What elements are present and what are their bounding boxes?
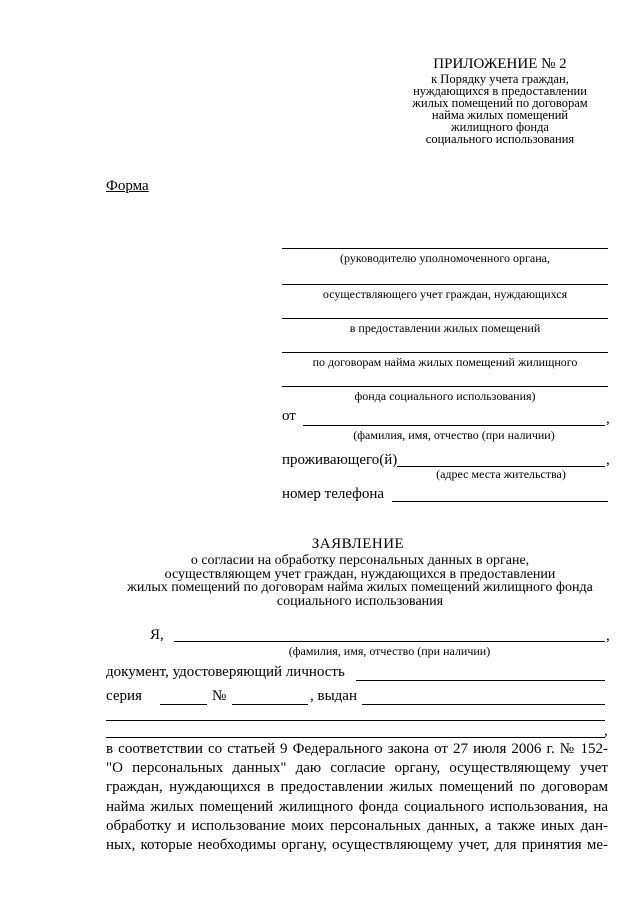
i-caption: (фамилия, имя, отчество (при наличии) bbox=[288, 644, 491, 658]
statement-body-line: обработку и использование моих персональных данных, а также иных дан- bbox=[106, 817, 608, 834]
statement-body-line: граждан, нуждающихся в предоставлении жилых помещений по договорам bbox=[106, 779, 608, 796]
residing-label: проживающего(й) bbox=[282, 452, 398, 468]
id-document-label: документ, удостоверяющий личность bbox=[106, 664, 345, 680]
series-line[interactable] bbox=[160, 704, 207, 705]
statement-subtitle-line: осуществляющем учет граждан, нуждающихся в предоставлении bbox=[164, 566, 556, 582]
issued-comma: , bbox=[604, 723, 608, 739]
i-label: Я, bbox=[150, 627, 164, 643]
statement-title: ЗАЯВЛЕНИЕ bbox=[311, 536, 405, 552]
appendix-subtitle bbox=[380, 73, 620, 145]
statement-body bbox=[106, 740, 608, 855]
addressee-caption-4: по договорам найма жилых помещений жилищного bbox=[312, 355, 578, 369]
statement-body-line: ных, которые необходимы органу, осуществляющему учет, для принятия ме- bbox=[106, 836, 608, 853]
addressee-line-1[interactable] bbox=[282, 248, 608, 249]
i-name-line[interactable] bbox=[174, 641, 605, 642]
statement-subtitle-line: жилых помещений по договорам найма жилых помещений жилищного фонда bbox=[127, 580, 593, 595]
phone-label: номер телефона bbox=[282, 486, 385, 502]
residing-comma: , bbox=[606, 452, 610, 468]
appendix-title: ПРИЛОЖЕНИЕ № 2 bbox=[433, 56, 567, 72]
series-label: серия bbox=[106, 688, 142, 704]
issued-line-3[interactable] bbox=[106, 737, 605, 738]
statement-body-line: "О персональных данных" даю согласие органу, осуществляющему учет bbox=[106, 760, 608, 777]
statement-body-line: в соответствии со статьей 9 Федерального закона от 27 июля 2006 г. № 152- bbox=[106, 741, 608, 757]
number-line[interactable] bbox=[232, 704, 308, 705]
addressee-line-5[interactable] bbox=[282, 386, 608, 387]
i-comma: , bbox=[606, 628, 610, 644]
id-document-line[interactable] bbox=[356, 680, 605, 681]
from-caption: (фамилия, имя, отчество (при наличии) bbox=[353, 428, 555, 442]
number-label: № bbox=[212, 688, 227, 704]
addressee-caption-1: (руководителю уполномоченного органа, bbox=[340, 251, 550, 265]
statement-subtitle bbox=[70, 554, 640, 608]
appendix-subtitle-line: к Порядку учета граждан, bbox=[431, 72, 569, 86]
addressee-line-2[interactable] bbox=[282, 284, 608, 285]
form-label: Форма bbox=[106, 178, 149, 194]
issued-line-2[interactable] bbox=[106, 720, 605, 721]
phone-line[interactable] bbox=[392, 501, 608, 502]
from-line[interactable] bbox=[303, 425, 605, 426]
statement-subtitle-line: социального использования bbox=[276, 593, 444, 609]
addressee-caption-5: фонда социального использования) bbox=[354, 389, 536, 403]
addressee-caption-3: в предоставлении жилых помещений bbox=[349, 321, 541, 335]
addressee-caption-2: осуществляющего учет граждан, нуждающихся bbox=[322, 287, 568, 301]
residing-caption: (адрес места жительства) bbox=[436, 467, 566, 481]
appendix-subtitle-line: жилищного фонда bbox=[451, 120, 549, 134]
statement-subtitle-line: о согласии на обработку персональных данных в органе, bbox=[190, 553, 530, 568]
appendix-subtitle-line: жилых помещений по договорам bbox=[412, 96, 588, 110]
issued-line[interactable] bbox=[362, 704, 605, 705]
from-comma: , bbox=[606, 411, 610, 427]
appendix-subtitle-line: нуждающихся в предоставлении bbox=[413, 84, 587, 98]
appendix-subtitle-line: социального использования bbox=[425, 132, 575, 146]
from-label: от bbox=[282, 408, 296, 424]
addressee-line-4[interactable] bbox=[282, 352, 608, 353]
addressee-line-3[interactable] bbox=[282, 318, 608, 319]
statement-body-line: найма жилых помещений жилищного фонда социального использования, на bbox=[106, 798, 608, 815]
issued-label: , выдан bbox=[310, 688, 357, 704]
appendix-subtitle-line: найма жилых помещений bbox=[431, 108, 569, 122]
